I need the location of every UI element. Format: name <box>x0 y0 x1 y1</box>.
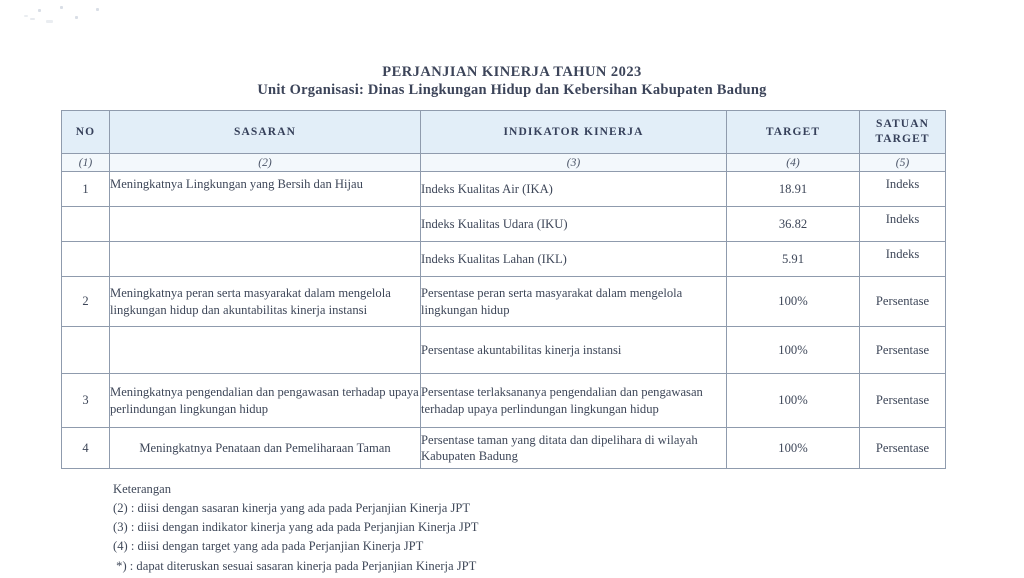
cell-target: 100% <box>727 327 860 374</box>
notes-heading: Keterangan <box>113 482 172 496</box>
cell-target: 100% <box>727 374 860 428</box>
cell-satuan: Persentase <box>860 374 946 428</box>
header-sasaran: SASARAN <box>110 111 421 154</box>
cell-indikator: Persentase akuntabilitas kinerja instansi <box>421 327 727 374</box>
column-number-5: (5) <box>860 154 946 172</box>
column-number-1: (1) <box>62 154 110 172</box>
table-row <box>62 242 946 277</box>
performance-agreement-table <box>61 110 946 469</box>
cell-indikator: Persentase taman yang ditata dan dipelihara di wilayah Kabupaten Badung <box>421 428 727 469</box>
table-row <box>62 327 946 374</box>
table-row <box>62 428 946 469</box>
cell-sasaran <box>110 327 421 374</box>
column-number-4: (4) <box>727 154 860 172</box>
cell-sasaran <box>110 207 421 242</box>
table-row <box>62 374 946 428</box>
cell-sasaran: Meningkatnya peran serta masyarakat dalam mengelola lingkungan hidup dan akuntabilitas kinerja instansi <box>110 277 421 327</box>
header-satuan-target <box>860 111 946 154</box>
cell-no <box>62 207 110 242</box>
scan-artifacts <box>0 0 160 40</box>
note-line: (3) : diisi dengan indikator kinerja yang ada pada Perjanjian Kinerja JPT <box>113 520 479 535</box>
cell-sasaran <box>110 242 421 277</box>
cell-satuan: Persentase <box>860 327 946 374</box>
cell-indikator: Indeks Kualitas Udara (IKU) <box>421 207 727 242</box>
cell-satuan: Indeks <box>860 242 946 277</box>
cell-no: 4 <box>62 428 110 469</box>
cell-no: 3 <box>62 374 110 428</box>
header-indikator-kinerja: INDIKATOR KINERJA <box>421 111 727 154</box>
note-line: (2) : diisi dengan sasaran kinerja yang ada pada Perjanjian Kinerja JPT <box>113 501 471 516</box>
note-line: (4) : diisi dengan target yang ada pada Perjanjian Kinerja JPT <box>113 539 424 554</box>
cell-no <box>62 327 110 374</box>
cell-no <box>62 242 110 277</box>
document-subtitle: Unit Organisasi: Dinas Lingkungan Hidup dan Kebersihan Kabupaten Badung <box>257 82 767 98</box>
header-target: TARGET <box>727 111 860 154</box>
cell-indikator: Indeks Kualitas Air (IKA) <box>421 172 727 207</box>
cell-sasaran: Meningkatnya Lingkungan yang Bersih dan Hijau <box>110 172 421 207</box>
cell-indikator: Indeks Kualitas Lahan (IKL) <box>421 242 727 277</box>
cell-satuan: Indeks <box>860 172 946 207</box>
table-header-row <box>62 111 946 154</box>
note-line: *) : dapat diteruskan sesuai sasaran kinerja pada Perjanjian Kinerja JPT <box>113 558 477 573</box>
cell-satuan: Persentase <box>860 277 946 327</box>
cell-satuan: Persentase <box>860 428 946 469</box>
table-row <box>62 172 946 207</box>
cell-target: 100% <box>727 277 860 327</box>
table-row <box>62 207 946 242</box>
cell-indikator: Persentase peran serta masyarakat dalam mengelola lingkungan hidup <box>421 277 727 327</box>
column-number-3: (3) <box>421 154 727 172</box>
document-title: PERJANJIAN KINERJA TAHUN 2023 <box>382 64 642 80</box>
cell-no: 2 <box>62 277 110 327</box>
header-no: NO <box>62 111 110 154</box>
header-satuan-target-line2: TARGET <box>875 133 930 145</box>
table-row <box>62 277 946 327</box>
notes-section <box>113 480 478 576</box>
cell-sasaran: Meningkatnya pengendalian dan pengawasan terhadap upaya perlindungan lingkungan hidup <box>110 374 421 428</box>
cell-no: 1 <box>62 172 110 207</box>
cell-sasaran: Meningkatnya Penataan dan Pemeliharaan Taman <box>110 428 421 469</box>
cell-satuan: Indeks <box>860 207 946 242</box>
cell-target: 5.91 <box>727 242 860 277</box>
cell-target: 100% <box>727 428 860 469</box>
column-number-row <box>62 154 946 172</box>
header-satuan-target-line1: SATUAN <box>875 118 930 131</box>
cell-target: 36.82 <box>727 207 860 242</box>
cell-indikator: Persentase terlaksananya pengendalian dan pengawasan terhadap upaya perlindungan lingkungan hidup <box>421 374 727 428</box>
column-number-2: (2) <box>110 154 421 172</box>
cell-target: 18.91 <box>727 172 860 207</box>
